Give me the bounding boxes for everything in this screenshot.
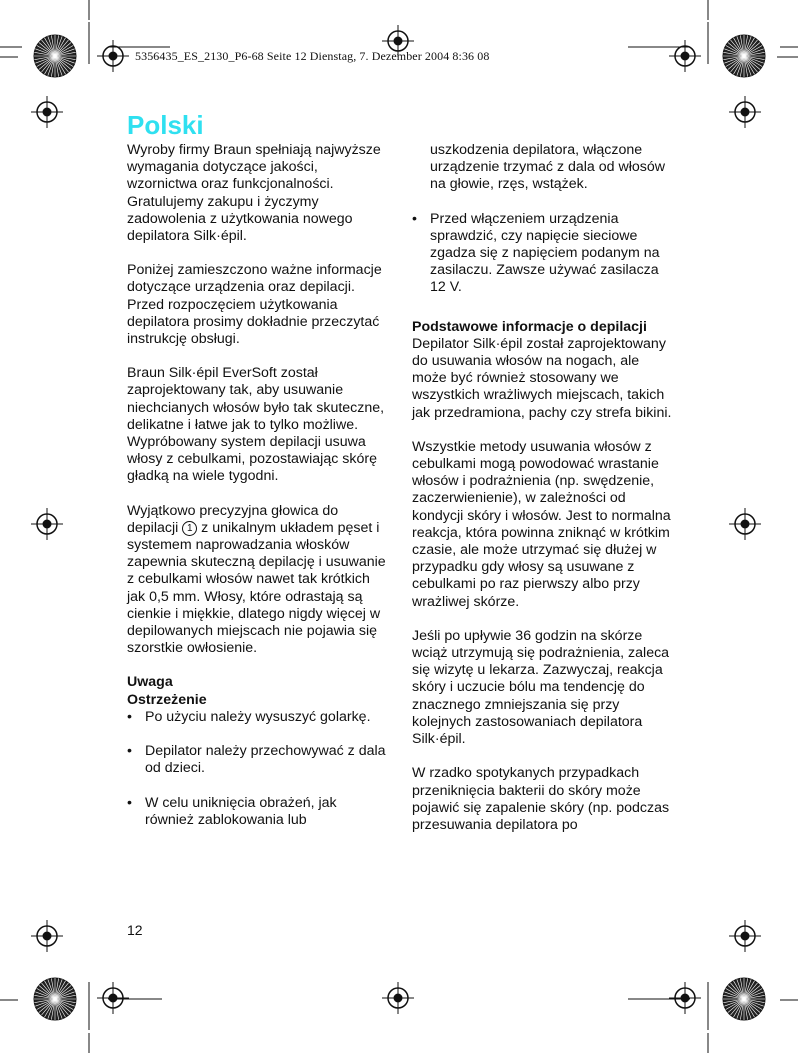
head-paragraph [127, 503, 389, 658]
heading-basic-info: Podstawowe informacje o depilacji [412, 318, 647, 335]
bullet-1: • [127, 708, 132, 725]
bullet-4: • [412, 210, 417, 227]
bacteria-paragraph: W rzadko spotykanych przypadkach przeniknięcia bakterii do skóry może pojawić się zapalenie skóry (np. podczas przesuwania depilatora po [412, 765, 670, 833]
page-title: Polski [127, 110, 204, 140]
warning-bullet-3 [127, 795, 389, 829]
warning-bullet-4 [412, 211, 674, 297]
page-number: 12 [127, 922, 143, 938]
heading-uwaga: Uwaga [127, 674, 173, 691]
warning-text-2: Depilator należy przechowywać z dala od dzieci. [145, 743, 386, 777]
bullet-2: • [127, 743, 132, 760]
ingrown-hair-paragraph: Wszystkie metody usuwania włosów z cebulkami mogą powodować wrastanie włosów i podrażnienia (np. swędzenie, zaczerwienienie), w zależności od kondycji skóry i włosów. Jest to normalna reakcja, która powinna zniknąć w krótkim czasie, ale może utrzymać się dłużej w przypadku gdy włosy są usuwane z cebulkami po raz pierwszy albo przy wrażliwej skórze. [412, 438, 671, 610]
eversoft-paragraph: Braun Silk·épil EverSoft został zaprojektowany tak, aby usuwanie niechcianych włosów było tak skuteczne, delikatne i łatwe jak to tylko możliwe. Wypróbowany system depilacji usuwa włosy z cebulkami, pozostawiając skórę gładką na wiele tygodni. [127, 365, 385, 485]
warning-bullet-2 [127, 743, 389, 777]
warning-bullet-3-continued [412, 142, 674, 194]
bullet-3: • [127, 794, 132, 811]
head-text-b: z unikalnym układem pęset i systemem naprowadzania włosków zapewnia skuteczną depilację i usuwanie z cebulkami włosów nawet tak krótkich jak 0,5 mm. Włosy, które odrastają są cienkie i miękkie, dlatego nigdy więcej w depilowanych miejscach nie pojawia się szorstkie owłosienie. [127, 519, 386, 657]
head-text-a: Wyjątkowo precyzyjna głowica do depilacji [127, 502, 339, 536]
warning-bullet-1 [127, 709, 389, 726]
heading-ostrzezenie: Ostrzeżenie [127, 691, 207, 708]
warning-text-1: Po użyciu należy wysuszyć golarkę. [145, 708, 371, 725]
warning-text-3-continued: uszkodzenia depilatora, włączone urządzenie trzymać z dala od włosów na głowie, rzęs, wstążek. [430, 142, 665, 193]
print-header: 5356435_ES_2130_P6-68 Seite 12 Dienstag, 7. Dezember 2004 8:36 08 [135, 49, 490, 63]
warning-text-3: W celu uniknięcia obrażeń, jak również zablokowania lub [145, 794, 337, 828]
irritation-paragraph: Jeśli po upływie 36 godzin na skórze wciąż utrzymują się podrażnienia, zaleca się wizytę u lekarza. Zazwyczaj, reakcja skóry i uczucie bólu ma tendencję do znacznego zmniejszania się przy kolejnych zastosowaniach depilatora Silk·épil. [412, 627, 670, 748]
intro-paragraph: Wyroby firmy Braun spełniają najwyższe wymagania dotyczące jakości, wzornictwa oraz funkcjonalności. Gratulujemy zakupu i życzymy zadowolenia z użytkowania nowego depilatora Silk·épil. [127, 142, 381, 245]
info-paragraph: Poniżej zamieszczono ważne informacje dotyczące urządzenia oraz depilacji. Przed rozpoczęciem użytkowania depilatora prosimy dokładnie przeczytać instrukcję obsługi. [127, 262, 382, 348]
left-column [127, 142, 389, 829]
warning-text-4: Przed włączeniem urządzenia sprawdzić, czy napięcie sieciowe zgadza się z napięciem podanym na zasilaczu. Zawsze używać zasilacza 12 V. [430, 210, 660, 296]
right-column [412, 142, 674, 834]
item-number-circle: 1 [182, 521, 197, 536]
depilation-paragraph: Depilator Silk·épil został zaprojektowany do usuwania włosów na nogach, ale może być również stosowany we wszystkich wrażliwych miejscach, takich jak przedramiona, pachy czy strefa bikini. [412, 335, 672, 421]
